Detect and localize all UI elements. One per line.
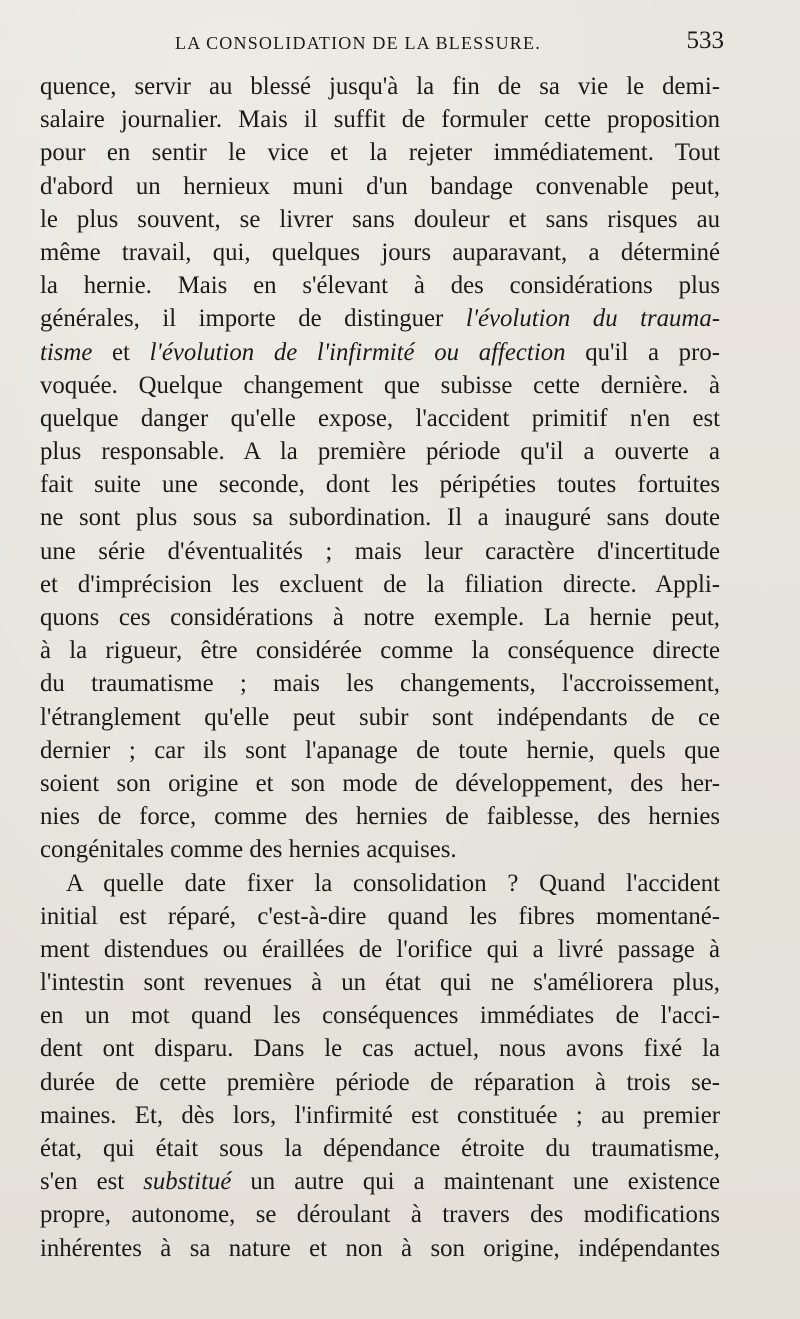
text-line: le plus souvent, se livrer sans douleur et sans risques au: [40, 205, 720, 233]
text-line: voquée. Quelque changement que subisse cette dernière. à: [40, 371, 720, 399]
text-line: pour en sentir le vice et la rejeter immédiatement. Tout: [40, 139, 720, 167]
text-line: l'intestin sont revenues à un état qui ne s'améliorera plus,: [40, 969, 720, 997]
text-line: [40, 302, 720, 335]
text-line: salaire journalier. Mais il suffit de formuler cette proposition: [40, 106, 720, 134]
text-line: inhérentes à sa nature et non à son origine, indépendantes: [40, 1234, 720, 1262]
text-line: durée de cette première période de réparation à trois se-: [40, 1068, 720, 1096]
text-line: quelque danger qu'elle expose, l'accident primitif n'en est: [40, 404, 720, 432]
text-line: maines. Et, dès lors, l'infirmité est constituée ; au premier: [40, 1101, 720, 1129]
text-line: quons ces considérations à notre exemple. La hernie peut,: [40, 604, 720, 631]
text-line: une série d'éventualités ; mais leur caractère d'incertitude: [40, 537, 720, 565]
text-line: dent ont disparu. Dans le cas actuel, nous avons fixé la: [40, 1035, 720, 1063]
text-line: la hernie. Mais en s'élevant à des considérations plus: [40, 272, 720, 300]
text-line: soient son origine et son mode de développement, des her-: [40, 769, 720, 797]
italic-phrase: l'évolution de l'infirmité ou affection: [149, 338, 566, 366]
text-line: quence, servir au blessé jusqu'à la fin de sa vie le demi-: [40, 73, 720, 100]
text-line: même travail, qui, quelques jours auparavant, a déterminé: [40, 238, 720, 266]
text-line: à la rigueur, être considérée comme la conséquence directe: [40, 637, 720, 665]
text-line: ment distendues ou éraillées de l'orifice qui a livré passage à: [40, 935, 720, 963]
text-line: [40, 336, 720, 369]
text-line: et d'imprécision les excluent de la filiation directe. Appli-: [40, 570, 720, 598]
text-line: d'abord un hernieux muni d'un bandage convenable peut,: [40, 172, 720, 200]
text-line: dernier ; car ils sont l'apanage de toute hernie, quels que: [40, 736, 720, 764]
text-line: en un mot quand les conséquences immédiates de l'acci-: [40, 1002, 720, 1030]
text-run: un autre qui a maintenant une existence: [231, 1168, 720, 1196]
italic-phrase: substitué: [143, 1168, 232, 1196]
text-line: propre, autonome, se déroulant à travers des modifications: [40, 1201, 720, 1229]
page-header: [0, 27, 800, 64]
text-line: du traumatisme ; mais les changements, l'accroissement,: [40, 670, 720, 698]
page-number: 533: [686, 27, 724, 54]
body-text: [40, 70, 720, 1265]
text-run: générales, il importe de distinguer: [40, 305, 466, 333]
text-line: [40, 1165, 720, 1198]
text-run: qu'il a pro-: [565, 338, 720, 366]
text-run: s'en est: [40, 1168, 144, 1196]
running-title: LA CONSOLIDATION DE LA BLESSURE.: [175, 33, 541, 53]
text-line: l'étranglement qu'elle peut subir sont indépendants de ce: [40, 703, 720, 731]
text-line: ne sont plus sous sa subordination. Il a inauguré sans doute: [40, 504, 720, 532]
text-line: initial est réparé, c'est-à-dire quand les fibres momentané-: [40, 902, 720, 930]
italic-phrase: l'évolution du trauma-: [465, 305, 720, 333]
text-run: et: [92, 338, 150, 366]
text-line: fait suite une seconde, dont les péripéties toutes fortuites: [40, 471, 720, 499]
italic-phrase: tisme: [40, 338, 93, 366]
text-line: nies de force, comme des hernies de faiblesse, des hernies: [40, 803, 720, 831]
text-line: état, qui était sous la dépendance étroite du traumatisme,: [40, 1135, 720, 1162]
text-line: A quelle date fixer la consolidation ? Quand l'accident: [66, 869, 720, 897]
text-line: congénitales comme des hernies acquises.: [40, 836, 457, 864]
text-line: plus responsable. A la première période qu'il a ouverte a: [40, 438, 720, 466]
